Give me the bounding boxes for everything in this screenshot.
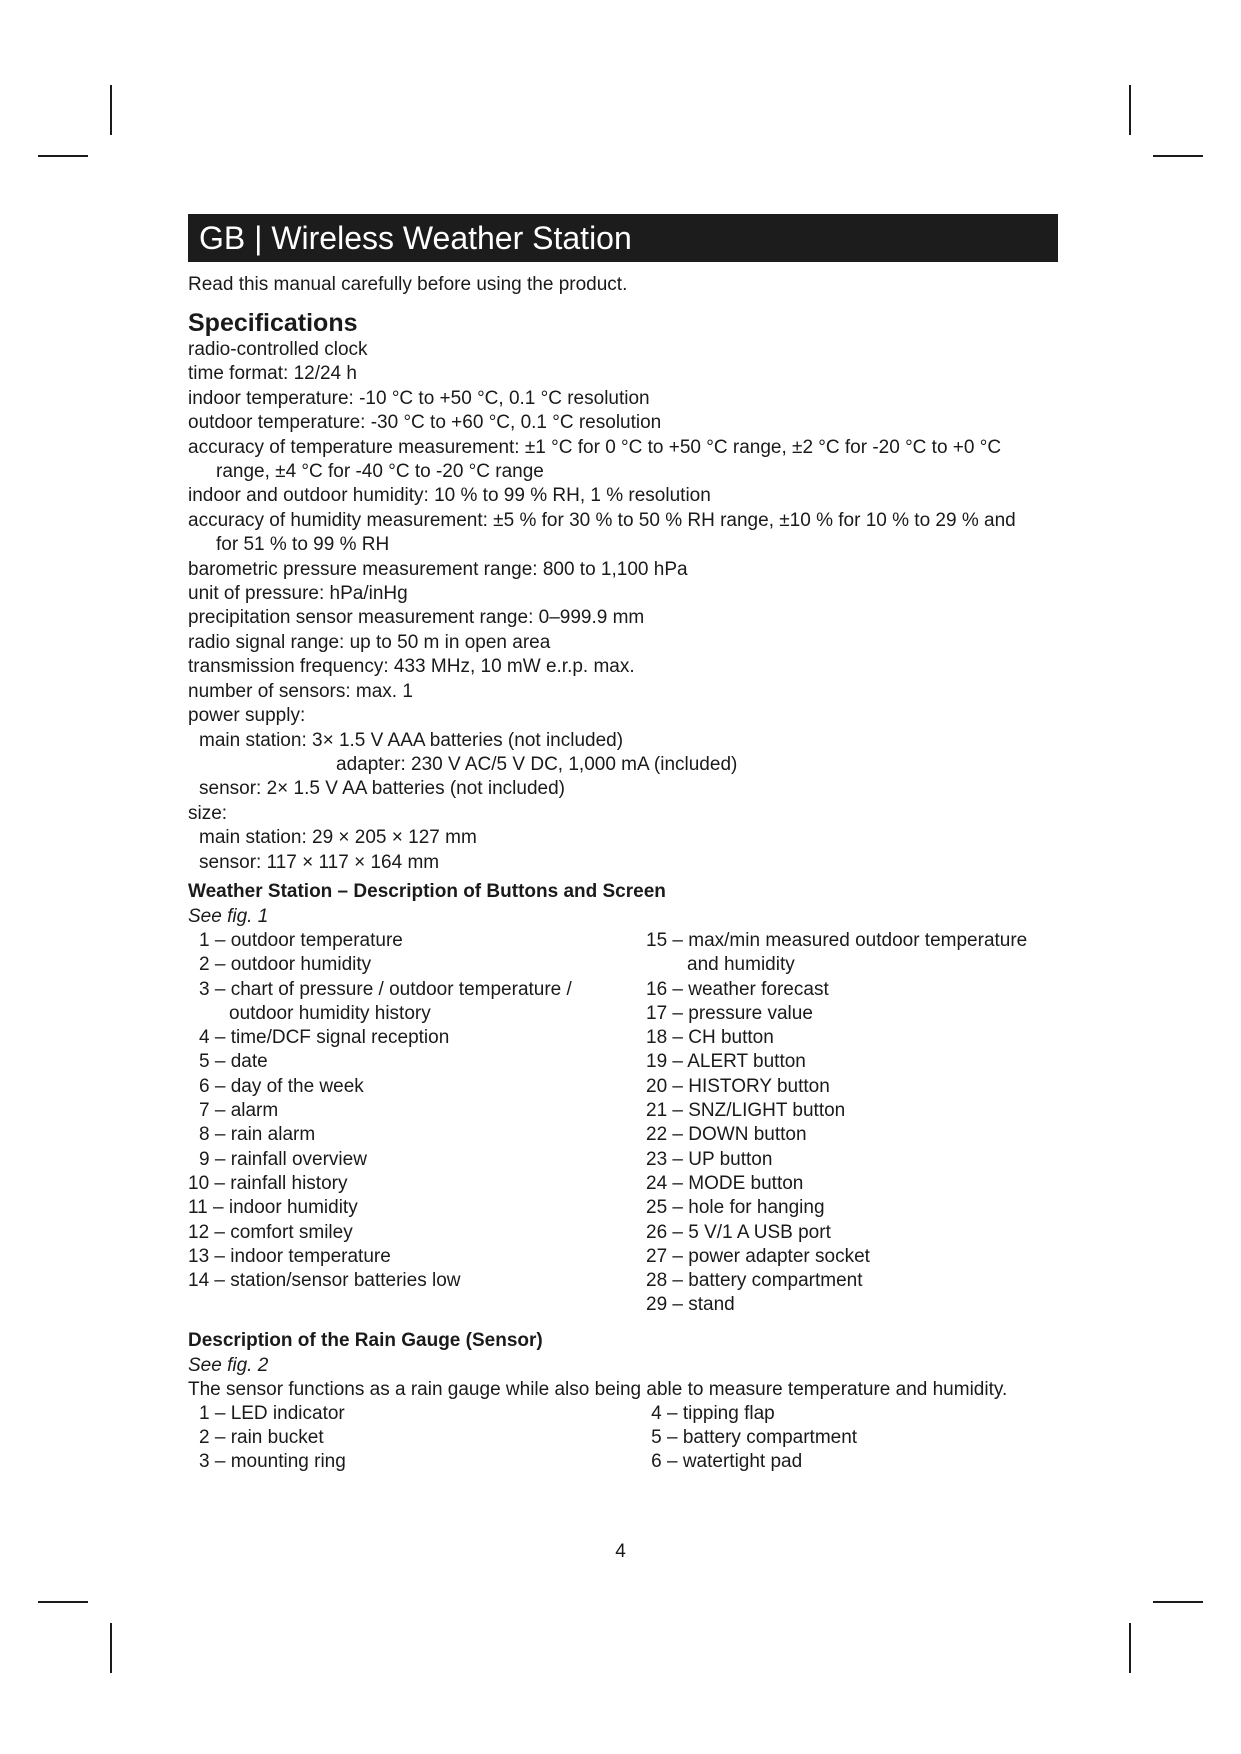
spec-line: outdoor temperature: -30 °C to +60 °C, 0.1 °C resolution: [188, 412, 662, 434]
list-item: outdoor humidity history: [229, 1002, 431, 1024]
station-fig-ref: See fig. 1: [188, 905, 269, 927]
list-item: 28 – battery compartment: [646, 1270, 863, 1292]
list-item: 19 – ALERT button: [646, 1051, 806, 1073]
list-item: 2 – rain bucket: [199, 1426, 324, 1448]
list-item: 4 – time/DCF signal reception: [199, 1027, 450, 1049]
list-item: 2 – outdoor humidity: [199, 954, 372, 976]
list-item: 5 – battery compartment: [651, 1426, 858, 1448]
list-item: 23 – UP button: [646, 1148, 773, 1170]
rain-gauge-parts-right: [651, 1402, 1058, 1475]
station-heading: Weather Station – Description of Buttons and Screen: [188, 880, 666, 902]
spec-line: transmission frequency: 433 MHz, 10 mW e.r.p. max.: [188, 656, 635, 678]
spec-line: unit of pressure: hPa/inHg: [188, 583, 408, 605]
list-item: 6 – day of the week: [199, 1075, 364, 1097]
spec-line: radio-controlled clock: [188, 339, 368, 360]
list-item: 10 – rainfall history: [188, 1172, 348, 1194]
list-item: 3 – chart of pressure / outdoor temperature /: [199, 978, 572, 1000]
crop-mark: [110, 1623, 112, 1673]
list-item: 8 – rain alarm: [199, 1124, 316, 1146]
crop-mark: [110, 85, 112, 135]
rain-gauge-description: The sensor functions as a rain gauge while also being able to measure temperature and humidity.: [188, 1378, 1008, 1400]
list-item: 24 – MODE button: [646, 1172, 804, 1194]
list-item: 16 – weather forecast: [646, 978, 829, 1000]
list-item: 6 – watertight pad: [651, 1451, 803, 1473]
page-title: GB | Wireless Weather Station: [188, 214, 1058, 262]
spec-line: range, ±4 °C for -40 °C to -20 °C range: [216, 461, 544, 483]
list-item: 26 – 5 V/1 A USB port: [646, 1221, 831, 1243]
spec-line: power supply:: [188, 705, 306, 727]
list-item: 29 – stand: [646, 1294, 735, 1316]
list-item: 13 – indoor temperature: [188, 1245, 391, 1267]
crop-mark: [38, 1601, 88, 1603]
specifications-list: [188, 338, 1058, 875]
station-parts-list: [188, 929, 1058, 1318]
page-number: 4: [615, 1541, 626, 1562]
list-item: 18 – CH button: [646, 1027, 774, 1049]
list-item: 1 – outdoor temperature: [199, 929, 403, 951]
rain-gauge-heading: Description of the Rain Gauge (Sensor): [188, 1329, 543, 1351]
spec-line: barometric pressure measurement range: 800 to 1,100 hPa: [188, 558, 688, 580]
list-item: 17 – pressure value: [646, 1002, 813, 1024]
page-content: [188, 214, 1058, 1475]
list-item: 20 – HISTORY button: [646, 1075, 830, 1097]
list-item: and humidity: [687, 954, 795, 976]
list-item: 11 – indoor humidity: [188, 1197, 358, 1219]
spec-line: time format: 12/24 h: [188, 363, 357, 385]
station-parts-left: [188, 929, 646, 1318]
spec-line: sensor: 117 × 117 × 164 mm: [199, 851, 440, 873]
list-item: 3 – mounting ring: [199, 1451, 346, 1473]
spec-line: sensor: 2× 1.5 V AA batteries (not included): [199, 778, 565, 800]
list-item: 12 – comfort smiley: [188, 1221, 353, 1243]
spec-line: main station: 29 × 205 × 127 mm: [199, 827, 477, 849]
list-item: 21 – SNZ/LIGHT button: [646, 1100, 846, 1122]
specifications-heading: Specifications: [188, 309, 358, 337]
spec-line: accuracy of humidity measurement: ±5 % for 30 % to 50 % RH range, ±10 % for 10 % to 29 % and: [188, 509, 1016, 531]
station-parts-right: [646, 929, 1058, 1318]
rain-gauge-fig-ref: See fig. 2: [188, 1354, 269, 1376]
list-item: 7 – alarm: [199, 1100, 279, 1122]
crop-mark: [1153, 1601, 1203, 1603]
crop-mark: [1153, 155, 1203, 157]
list-item: 25 – hole for hanging: [646, 1197, 825, 1219]
spec-line: indoor and outdoor humidity: 10 % to 99 % RH, 1 % resolution: [188, 485, 711, 507]
crop-mark: [38, 155, 88, 157]
list-item: 1 – LED indicator: [199, 1402, 345, 1424]
rain-gauge-parts-left: [188, 1402, 651, 1475]
list-item: 27 – power adapter socket: [646, 1245, 870, 1267]
spec-line: main station: 3× 1.5 V AAA batteries (not included): [199, 729, 624, 751]
spec-line: number of sensors: max. 1: [188, 680, 413, 702]
list-item: 15 – max/min measured outdoor temperature: [646, 929, 1028, 951]
spec-line: size:: [188, 802, 228, 824]
list-item: 22 – DOWN button: [646, 1124, 807, 1146]
spec-line: radio signal range: up to 50 m in open area: [188, 631, 551, 653]
spec-line: indoor temperature: -10 °C to +50 °C, 0.1 °C resolution: [188, 387, 650, 409]
spec-line: for 51 % to 99 % RH: [216, 534, 390, 556]
list-item: 14 – station/sensor batteries low: [188, 1270, 461, 1292]
list-item: 5 – date: [199, 1051, 268, 1073]
spec-line: precipitation sensor measurement range: 0–999.9 mm: [188, 607, 645, 629]
spec-line: adapter: 230 V AC/5 V DC, 1,000 mA (included): [336, 753, 738, 775]
list-item: 4 – tipping flap: [651, 1402, 775, 1424]
crop-mark: [1129, 1623, 1131, 1673]
crop-mark: [1129, 85, 1131, 135]
intro-text: Read this manual carefully before using the product.: [188, 274, 628, 295]
list-item: 9 – rainfall overview: [199, 1148, 367, 1170]
rain-gauge-parts-list: [188, 1402, 1058, 1475]
spec-line: accuracy of temperature measurement: ±1 °C for 0 °C to +50 °C range, ±2 °C for -20 °C to +0 °C: [188, 436, 1002, 458]
